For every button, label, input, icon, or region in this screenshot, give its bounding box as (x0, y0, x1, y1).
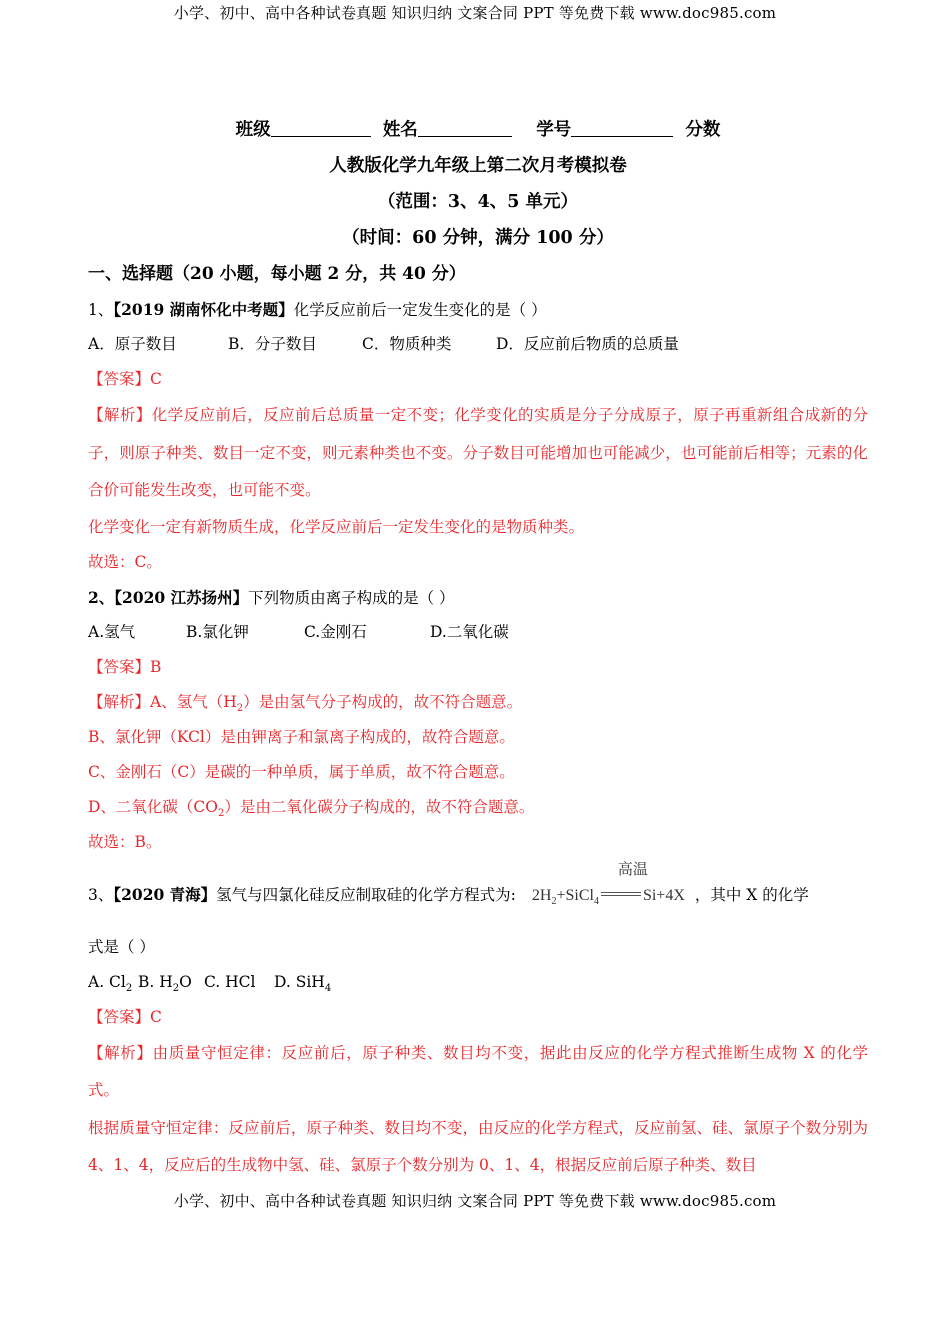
option-b: B. $H_2O$ (138, 972, 192, 994)
document-body (88, 112, 868, 1185)
question-2-analysis-d: D、二氧化碳$(CO_2)$是由二氧化碳分子构成的，故不符合题意。 (88, 797, 535, 819)
option-c: C.金刚石 (304, 622, 367, 641)
question-1-answer: 【答案】C (88, 370, 162, 388)
option-c: C．物质种类 (362, 335, 452, 353)
option-a: A. $Cl_2$ (88, 972, 133, 994)
exam-time: （时间：60 分钟，满分 100 分） (342, 228, 614, 248)
question-source: 【2020 青海】 (113, 884, 217, 904)
option-a: A．原子数目 (88, 335, 177, 353)
question-3-options (88, 965, 868, 1000)
student-info-line (88, 112, 868, 148)
option-d: D. SiH$_4$ (274, 972, 332, 994)
page-header: 小学、初中、高中各种试卷真题 知识归纳 文案合同 PPT 等免费下载 www.doc985.com (173, 4, 777, 22)
exam-scope: （范围：3、4、5 单元） (377, 192, 579, 212)
question-source: 【2020 江苏扬州】 (114, 587, 249, 607)
exam-title: 人教版化学九年级上第二次月考模拟卷 (329, 156, 627, 176)
option-c: C. HCl (204, 972, 256, 991)
option-d: D.二氧化碳 (430, 622, 509, 641)
number-label: 学号 (536, 120, 572, 140)
name-blank[interactable] (418, 116, 512, 137)
name-label: 姓名 (382, 120, 418, 140)
question-1-stem: 1、【2019 湖南怀化中考题】化学反应前后一定发生变化的是（ ） (88, 300, 547, 319)
question-3-analysis-2: 根据质量守恒定律：反应前后，原子种类、数目均不变，由反应的化学方程式，反应前氢、硅、氯原子个数分别为 4、1、4，反应后的生成物中氢、硅、氯原子个数分别为 0、1、4，根据反应前后原子种类、数目 (88, 1118, 868, 1174)
chemical-equation: $2H_2+SiCl_4$ 高温 Si+4X (532, 861, 685, 937)
question-1-options (88, 327, 868, 362)
section-title: 一、选择题（20 小题，每小题 2 分，共 40 分） (88, 264, 466, 284)
question-1-analysis: 【解析】化学反应前后，反应前后总质量一定不变；化学变化的实质是分子分成原子，原子再重新组合成新的分子，则原子种类、数目一定不变，则元素种类也不变。分子数目可能增加也可能减少，也可能前后相等；元素的化合价可能发生改变，也可能不变。 (88, 406, 868, 499)
question-2-conclusion: 故选：B。 (88, 832, 162, 851)
question-1-analysis-2: 化学变化一定有新物质生成，化学反应前后一定发生变化的是物质种类。 (88, 517, 585, 536)
option-a: A.氢气 (88, 622, 136, 641)
question-2-stem: 2、【2020 江苏扬州】下列物质由离子构成的是（ ） (88, 587, 455, 607)
class-blank[interactable] (271, 116, 371, 137)
question-2-answer: 【答案】B (88, 657, 162, 676)
option-b: B．分子数目 (228, 335, 317, 353)
number-blank[interactable] (571, 116, 673, 137)
option-d: D．反应前后物质的总质量 (496, 335, 679, 353)
question-3-analysis: 【解析】由质量守恒定律：反应前后，原子种类、数目均不变，据此由反应的化学方程式推断生成物 X 的化学式。 (88, 1043, 868, 1099)
question-2-analysis-a: 【解析】A、氢气$(H_2)$是由氢气分子构成的，故不符合题意。 (88, 692, 523, 714)
page-footer: 小学、初中、高中各种试卷真题 知识归纳 文案合同 PPT 等免费下载 www.doc985.com (173, 1192, 777, 1210)
option-b: B.氯化钾 (186, 622, 249, 641)
question-2-options (88, 615, 868, 650)
question-3-stem-2: 式是（ ） (88, 937, 155, 956)
question-3-answer: 【答案】C (88, 1007, 162, 1026)
score-label: 分数 (685, 120, 721, 140)
equation-condition: 高温 (617, 861, 648, 878)
question-source: 【2019 湖南怀化中考题】 (113, 300, 294, 319)
question-3-stem: 3、【2020 青海】氢气与四氯化硅反应制取硅的化学方程式为: $2H_2+SiCl_4$ 高温 Si+4X ，其中 X 的化学 (88, 860, 868, 930)
question-2-analysis-b: B、氯化钾（KCl）是由钾离子和氯离子构成的，故符合题意。 (88, 727, 515, 746)
question-1-conclusion: 故选：C。 (88, 552, 162, 571)
class-label: 班级 (235, 120, 271, 140)
question-2-analysis-c: C、金刚石（C）是碳的一种单质，属于单质，故不符合题意。 (88, 762, 515, 781)
